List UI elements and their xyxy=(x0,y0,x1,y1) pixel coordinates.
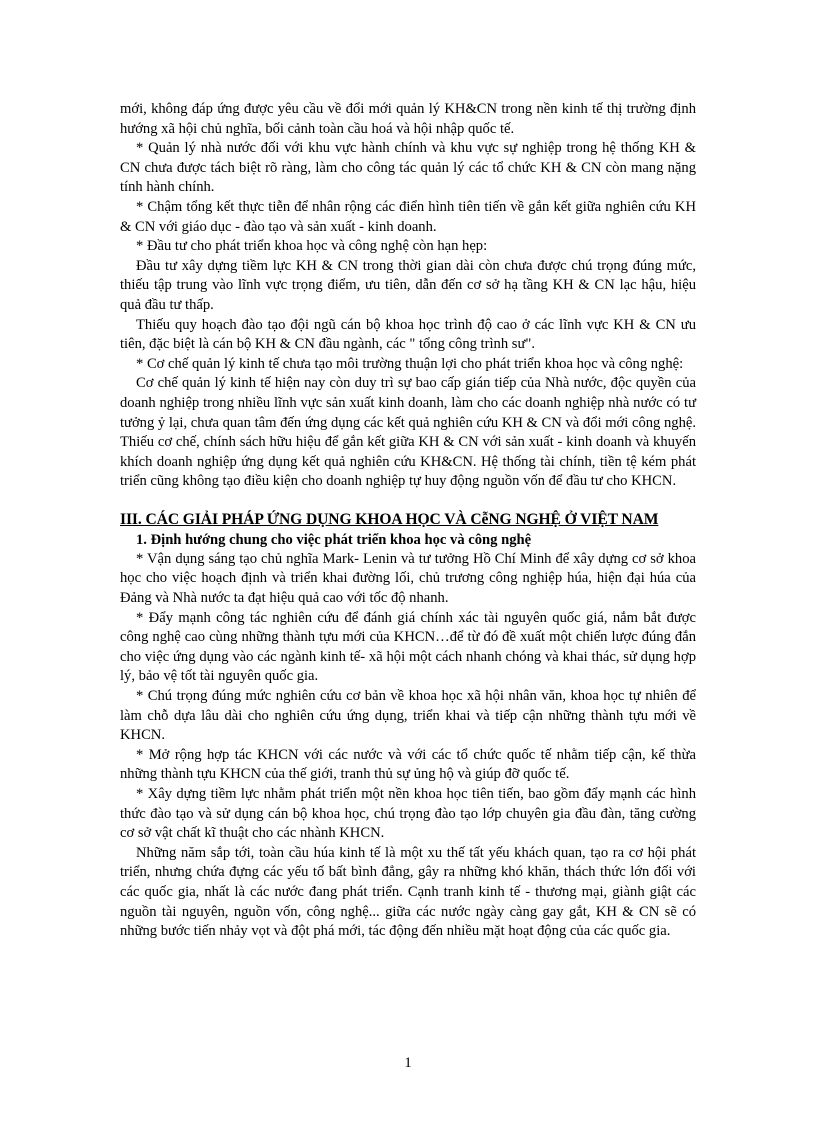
paragraph-investment-detail: Đầu tư xây dựng tiềm lực KH & CN trong thời gian dài còn chưa được chú trọng đúng mức, thiếu tập trung vào lĩnh vực trọng điểm, ưu tiên, dẫn đến cơ sở hạ tầng KH & CN lạc hậu, hiệu quả đầu tư thấp. xyxy=(120,257,696,313)
subsection-heading: 1. Định hướng chung cho việc phát triển khoa học và công nghệ xyxy=(136,531,532,548)
paragraph-globalization: Những năm sắp tới, toàn cầu húa kinh tế là một xu thế tất yếu khách quan, tạo ra cơ hội phát triển, nhưng chứa đựng các yếu tố bất bình đẳng, gây ra những khó khăn, thách thức lớn đối với các quốc gia, nhất là các nước đang phát triển. Cạnh tranh kinh tế - thương mại, giành giật các nguồn tài nguyên, nguồn vốn, công nghệ... giữa các nước ngày càng gay gắt, KH & CN sẽ có những bước tiến nhảy vọt và đột phá mới, tác động đến nhiều mặt hoạt động của các quốc gia. xyxy=(120,844,696,940)
paragraph-mechanism-detail: Cơ chế quản lý kinh tế hiện nay còn duy trì sự bao cấp gián tiếp của Nhà nước, độc quyền của doanh nghiệp trong nhiều lĩnh vực sản xuất kinh doanh, làm cho các doanh nghiệp nhà nước có tư tưởng ỷ lại, chưa quan tâm đến ứng dụng các kết quả nghiên cứu KH & CN và đổi mới công nghệ. Thiếu cơ chế, chính sách hữu hiệu để gắn kết giữa KH & CN với sản xuất - kinh doanh và khuyến khích doanh nghiệp ứng dụng kết quả nghiên cứu KH&CN. Hệ thống tài chính, tiền tệ kém phát triển cũng không tạo điều kiện cho doanh nghiệp tự huy động nguồn vốn để đầu tư cho KHCN. xyxy=(120,375,696,490)
document-page xyxy=(120,100,696,942)
paragraph-investment-limited: * Đầu tư cho phát triển khoa học và công nghệ còn hạn hẹp: xyxy=(136,238,488,255)
paragraph-basic-research: * Chú trọng đúng mức nghiên cứu cơ bản về khoa học xã hội nhân văn, khoa học tự nhiên để làm chỗ dựa lâu dài cho nghiên cứu ứng dụng, triển khai và tiếp cận những thành tựu mới về KHCN. xyxy=(120,688,696,744)
page-number: 1 xyxy=(404,1055,412,1071)
paragraph-research-resources: * Đẩy mạnh công tác nghiên cứu để đánh giá chính xác tài nguyên quốc giá, nắm bắt được công nghệ cao cùng những thành tựu mới của KHCN…để từ đó đề xuất một chiến lược đúng đắn cho việc ứng dụng vào các ngành kinh tế- xã hội một cách nhanh chóng và khai thác, sử dụng hợp lý, bảo vệ tốt tài nguyên quốc gia. xyxy=(120,609,696,685)
paragraph-training-planning: Thiếu quy hoạch đào tạo đội ngũ cán bộ khoa học trình độ cao ở các lĩnh vực KH & CN ưu tiên, đặc biệt là cán bộ KH & CN đầu ngành, các " tổng công trình sư". xyxy=(120,316,696,353)
paragraph-continuation: mới, không đáp ứng được yêu cầu về đổi mới quản lý KH&CN trong nền kinh tế thị trường định hướng xã hội chủ nghĩa, bối cảnh toàn cầu hoá và hội nhập quốc tế. xyxy=(120,101,696,137)
paragraph-state-management: * Quản lý nhà nước đối với khu vực hành chính và khu vực sự nghiệp trong hệ thống KH & CN chưa được tách biệt rõ ràng, làm cho công tác quản lý các tổ chức KH & CN còn mang nặng tính hành chính. xyxy=(120,140,696,196)
paragraph-economic-mechanism: * Cơ chế quản lý kinh tế chưa tạo môi trường thuận lợi cho phát triển khoa học và công nghệ: xyxy=(136,355,684,372)
paragraph-apply-ideology: * Vận dụng sáng tạo chủ nghĩa Mark- Lenin và tư tưởng Hồ Chí Minh để xây dựng cơ sở khoa học cho việc hoạch định và triển khai đường lối, chủ trương công nghiệp húa, hiện đại húa của Đảng và Nhà nước ta đạt hiệu quả cao với tốc độ nhanh. xyxy=(120,550,696,607)
paragraph-cooperation: * Mở rộng hợp tác KHCN với các nước và với các tổ chức quốc tế nhằm tiếp cận, kế thừa những thành tựu KHCN của thế giới, tranh thủ sự ủng hộ và giúp đỡ quốc tế. xyxy=(120,746,696,783)
paragraph-build-potential: * Xây dựng tiềm lực nhằm phát triển một nền khoa học tiên tiến, bao gồm đẩy mạnh các hình thức đào tạo và sử dụng cán bộ khoa học, chú trọng đào tạo lớp chuyên gia đầu đàn, tăng cường cơ sở vật chất kĩ thuật cho các nhành KHCN. xyxy=(120,786,696,842)
section-heading: III. CÁC GIẢI PHÁP ỨNG DỤNG KHOA HỌC VÀ CễNG NGHỆ Ở VIỆT NAM xyxy=(120,510,659,528)
paragraph-slow-review: * Chậm tổng kết thực tiễn để nhân rộng các điển hình tiên tiến về gắn kết giữa nghiên cứu KH & CN với giáo dục - đào tạo và sản xuất - kinh doanh. xyxy=(120,198,696,235)
